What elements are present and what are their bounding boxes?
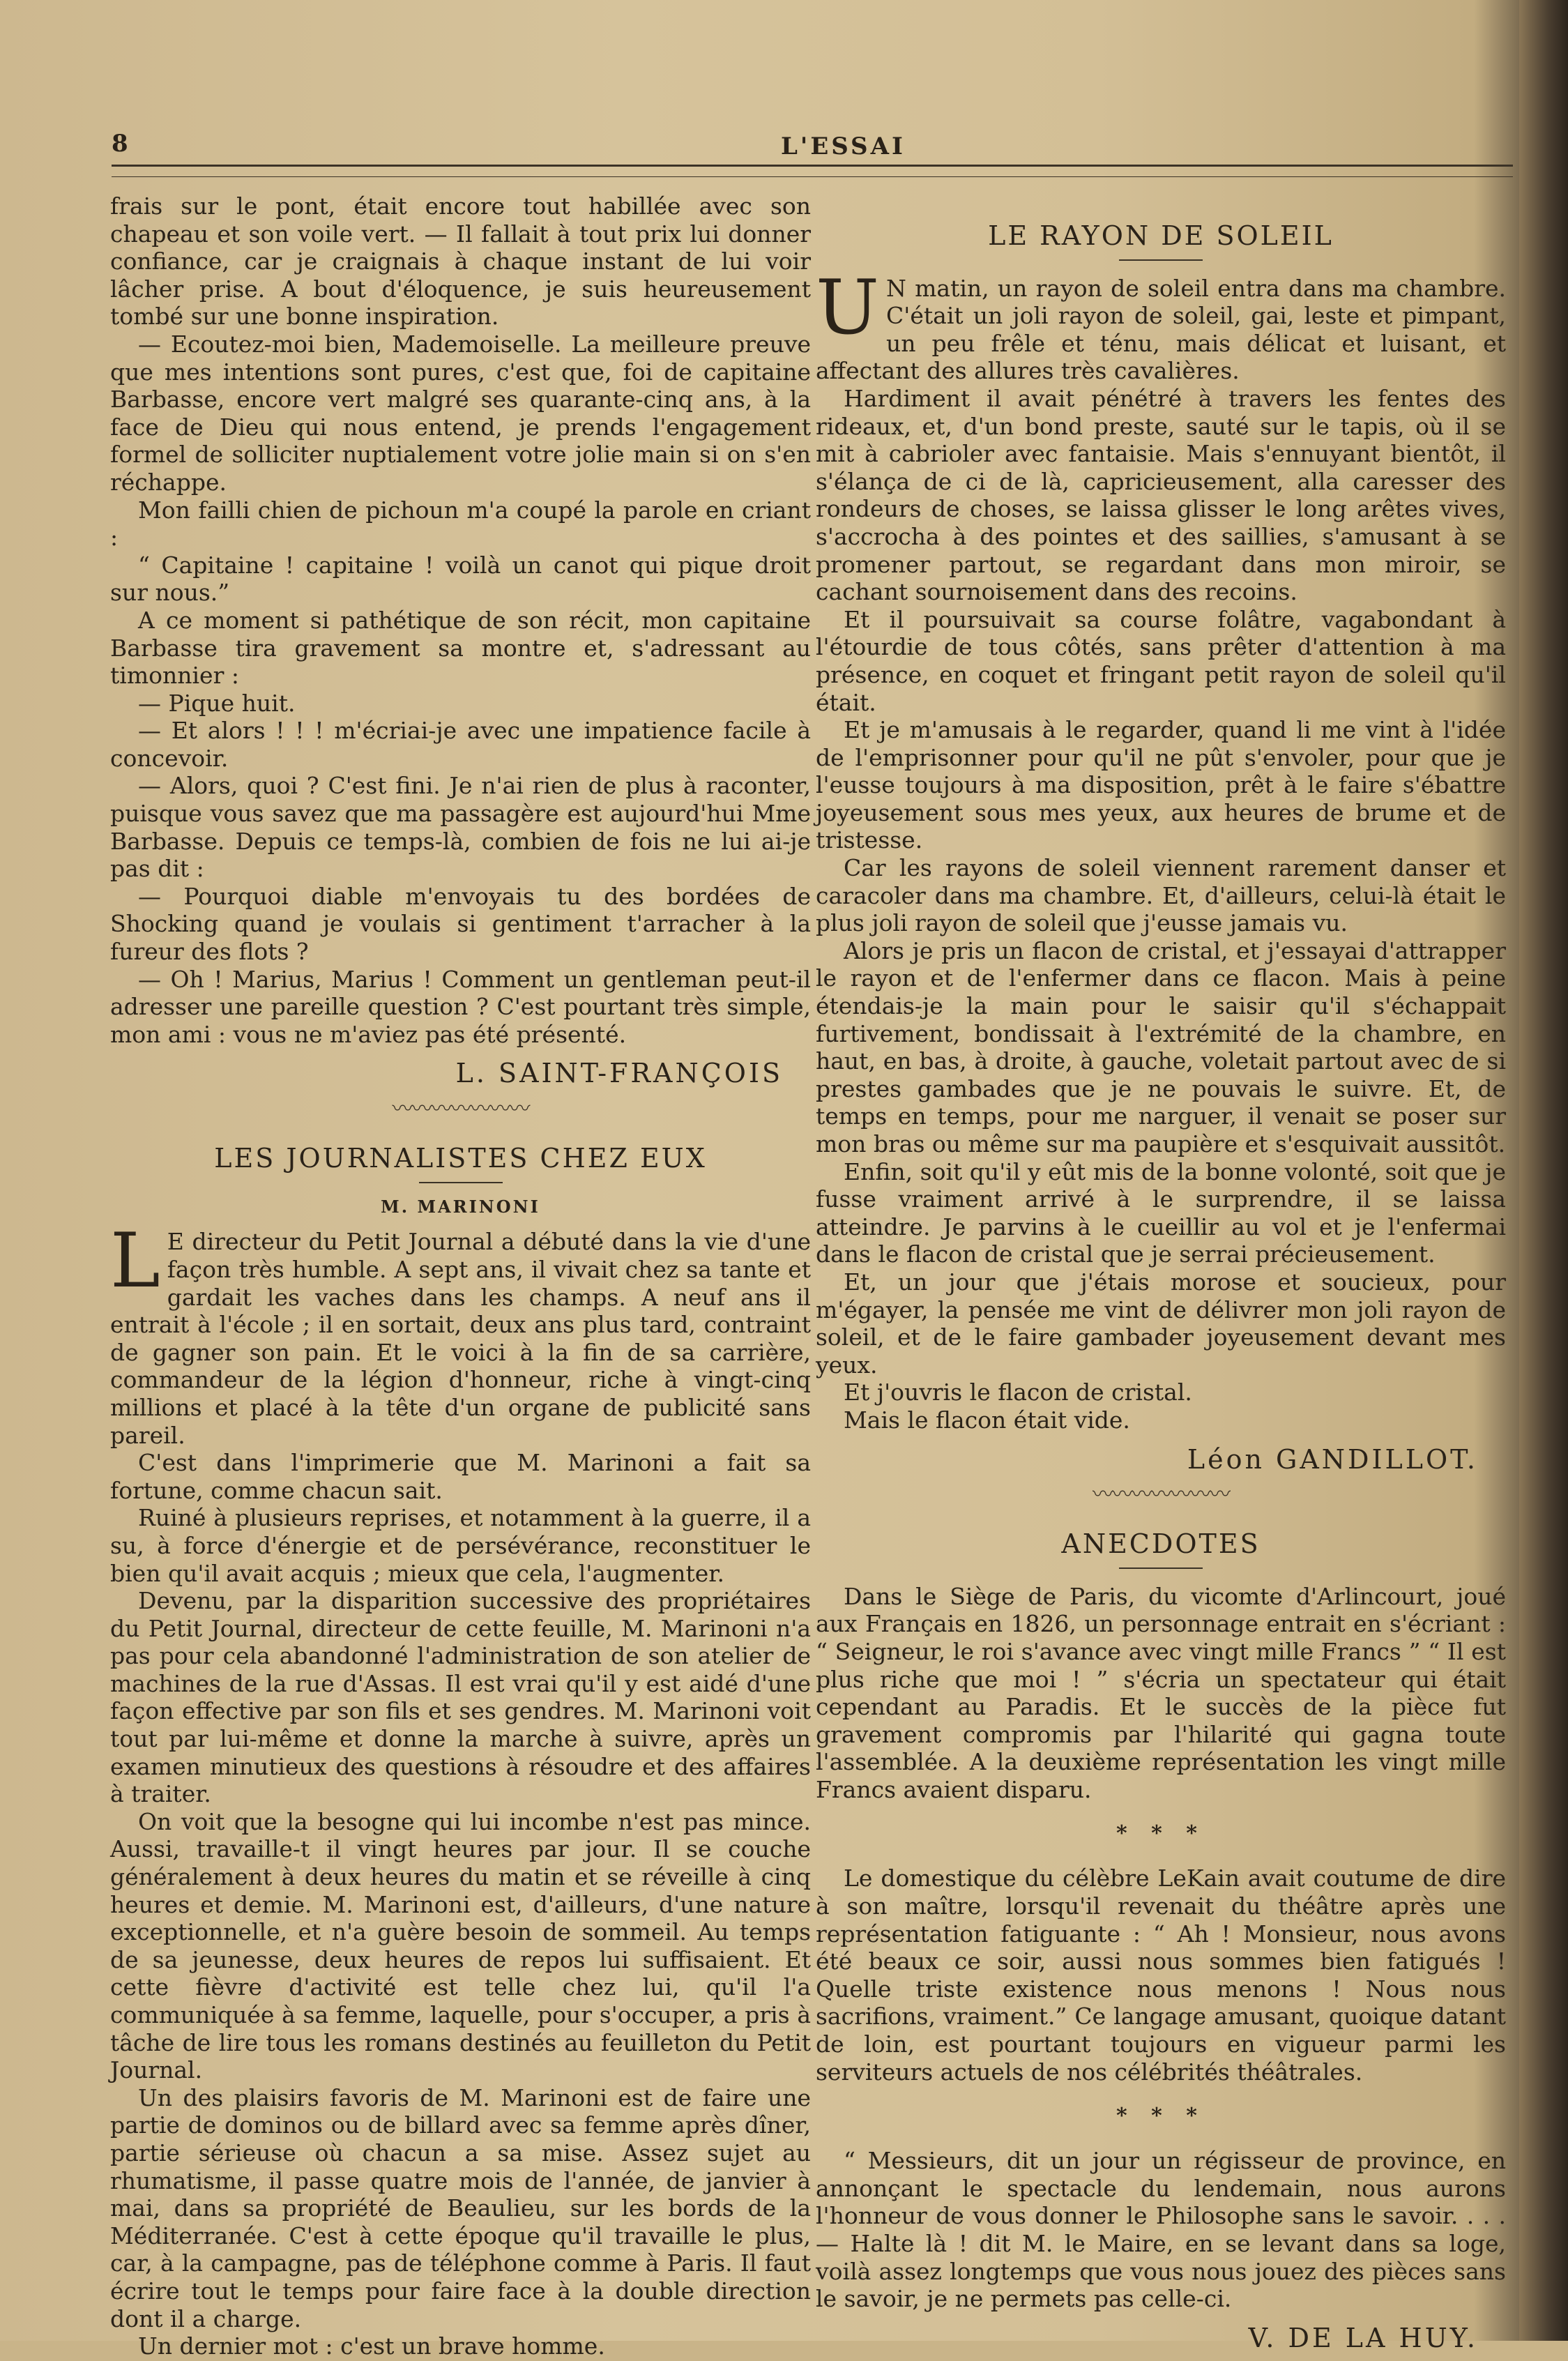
title-rule bbox=[1119, 1567, 1203, 1569]
story-paragraph: — Pique huit. bbox=[138, 689, 296, 717]
story-paragraph: — Ecoutez-moi bien, Mademoiselle. La meilleure preuve que mes intentions sont pures, c'est que, foi de capitaine Barbasse, encore vert malgré ses quarante-cinq ans, à la face de Dieu qui nous entend, je prends l'engagement formel de solliciter nuptialement votre jolie main si on s'en réchappe. bbox=[110, 330, 811, 496]
drop-cap: U bbox=[816, 264, 880, 351]
story-paragraph: “ Capitaine ! capitaine ! voilà un canot qui pique droit sur nous.” bbox=[110, 551, 811, 607]
page-number: 8 bbox=[112, 130, 128, 158]
marinoni-paragraph: Devenu, par la disparition successive des propriétaires du Petit Journal, directeur de cette feuille, M. Marinoni n'a pas pour cela abandonné l'administration de son atelier de machines de la rue d'Assas. Il est vrai qu'il y est aidé d'une façon effective par son fils et ses gendres. M. Marinoni voit tout par lui-même et donne la marche à suivre, après un examen minutieux des questions à résoudre et des affaires à traiter. bbox=[110, 1587, 811, 1808]
anecdote-paragraph: “ Messieurs, dit un jour un régisseur de province, en annonçant le spectacle du lendemain, nous aurons l'honneur de vous donner le Philosophe sans le savoir. . . . — Halte là ! dit M. le Maire, en se levant dans sa loge, voilà assez longtemps que vous nous jouez des pièces sans le savoir, je ne permets pas celle-ci. bbox=[816, 2147, 1506, 2313]
marinoni-paragraph: Ruiné à plusieurs reprises, et notamment à la guerre, il a su, à force d'énergie et de persévérance, reconstituer le bien qu'il avait acquis ; mieux que cela, l'augmenter. bbox=[110, 1504, 811, 1587]
marinoni-paragraph: Un des plaisirs favoris de M. Marinoni est de faire une partie de dominos ou de billard avec sa femme après dîner, partie sérieuse où chacun a sa mise. Assez sujet au rhumatisme, il passe quatre mois de l'année, de janvier à mai, dans sa propriété de Beaulieu, sur les bords de la Méditerranée. C'est à cette époque qu'il travaille le plus, car, à la campagne, pas de téléphone comme à Paris. Il faut écrire tout le temps pour faire face à la double direction dont il a charge. bbox=[110, 2083, 811, 2332]
section-title: LES JOURNALISTES CHEZ EUX bbox=[214, 1143, 707, 1174]
rayon-paragraph: Mais le flacon était vide. bbox=[844, 1406, 1130, 1434]
journal-title: L'ESSAI bbox=[781, 132, 906, 160]
story-paragraph: — Alors, quoi ? C'est fini. Je n'ai rien de plus à raconter, puisque vous savez que ma passagère est aujourd'hui Mme Barbasse. Depuis ce temps-là, combien de fois ne lui ai-je pas dit : bbox=[110, 772, 811, 883]
paragraph-text: N matin, un rayon de soleil entra dans ma chambre. C'était un joli rayon de soleil, gai, leste et pimpant, un peu frêle et ténu, mais délicat et luisant, et affectant des allures très cavalières. bbox=[816, 274, 1506, 385]
page-binding-shadow bbox=[1519, 0, 1568, 2341]
header-double-rule bbox=[112, 165, 1513, 177]
section-subtitle: M. MARINONI bbox=[381, 1196, 540, 1217]
rayon-first-paragraph bbox=[816, 264, 1506, 385]
story-paragraph: A ce moment si pathétique de son récit, mon capitaine Barbasse tira gravement sa montre et, s'adressant au timonnier : bbox=[110, 606, 811, 690]
story-paragraph: — Oh ! Marius, Marius ! Comment un gentleman peut-il adresser une pareille question ? C'est pourtant très simple, mon ami : vous ne m'aviez pas été présenté. bbox=[110, 965, 811, 1048]
anecdote-signature: V. DE LA HUY. bbox=[1248, 2322, 1478, 2353]
rayon-paragraph: Enfin, soit qu'il y eût mis de la bonne volonté, soit que je fusse vraiment arrivé à le surprendre, il se laissa atteindre. Je parvins à le cueillir au vol et je l'enfermai dans le flacon de cristal que je serrai précieusement. bbox=[816, 1157, 1506, 1268]
rayon-paragraph: Et j'ouvris le flacon de cristal. bbox=[844, 1379, 1192, 1406]
story-paragraph: frais sur le pont, était encore tout habillée avec son chapeau et son voile vert. — Il fallait à tout prix lui donner confiance, car je craignais à chaque instant de lui voir lâcher prise. A bout d'éloquence, je suis heureusement tombé sur une bonne inspiration. bbox=[110, 192, 811, 331]
right-column bbox=[816, 192, 1506, 2361]
rayon-paragraph: Car les rayons de soleil viennent rarement danser et caracoler dans ma chambre. Et, d'ailleurs, celui-là était le plus joli rayon de soleil que j'eusse jamais vu. bbox=[816, 854, 1506, 937]
stars-separator: * * * bbox=[1116, 2104, 1205, 2129]
wavy-divider: 〰〰〰〰〰〰〰 bbox=[1093, 1482, 1229, 1508]
title-rule bbox=[419, 1182, 503, 1183]
anecdote-paragraph: Le domestique du célèbre LeKain avait coutume de dire à son maître, lorsqu'il revenait du théâtre après une représentation fatiguante : “ Ah ! Monsieur, nous avons été beaux ce soir, aussi nous sommes bien fatigués ! Quelle triste existence nous menons ! Nous nous sacrifions, vraiment.” Ce langage amusant, quoique datant de loin, est pourtant toujours en vigueur parmi les serviteurs actuels de nos célébrités théâtrales. bbox=[816, 1865, 1506, 2086]
left-column bbox=[110, 192, 811, 2360]
marinoni-first-paragraph bbox=[110, 1217, 811, 1449]
rayon-paragraph: Et il poursuivait sa course folâtre, vagabondant à l'étourdie de tous côtés, sans prêter d'attention à ma présence, en coquet et fringant petit rayon de soleil qu'il était. bbox=[816, 605, 1506, 716]
marinoni-paragraph: On voit que la besogne qui lui incombe n'est pas mince. Aussi, travaille-t il vingt heures par jour. Il se couche généralement à deux heures du matin et se réveille à cinq heures et demie. M. Marinoni est, d'ailleurs, d'une nature exceptionnelle, et n'a guère besoin de sommeil. Au temps de sa jeunesse, deux heures de repos lui suffisaient. Et cette fièvre d'activité est telle chez lui, qu'il l'a communiquée à sa femme, laquelle, pour s'occuper, a pris à tâche de lire tous les romans destinés au feuilleton du Petit Journal. bbox=[110, 1807, 811, 2084]
title-rule bbox=[1119, 259, 1203, 261]
rayon-paragraph: Hardiment il avait pénétré à travers les fentes des rideaux, et, d'un bond preste, sauté sur le tapis, où il se mit à cabrioler avec fantaisie. Mais s'ennuyant bientôt, il s'élança de ci de là, capricieusement, alla caresser des rondeurs de choses, se laissa glisser le long arêtes vives, s'accrocha à des pointes et des saillies, s'amusant à se promener partout, se regardant dans mon miroir, se cachant sournoisement dans des recoins. bbox=[816, 384, 1506, 606]
paragraph-text: E directeur du Petit Journal a débuté dans la vie d'une façon très humble. A sept ans, il vivait chez sa tante et gardait les vaches dans les champs. A neuf ans il entrait à l'école ; il en sortait, deux ans plus tard, contraint de gagner son pain. Et le voici à la fin de sa carrière, commandeur de la légion d'honneur, riche à vingt-cinq millions et placé à la tête d'un organe de publicité sans pareil. bbox=[110, 1228, 811, 1449]
story-paragraph: — Pourquoi diable m'envoyais tu des bordées de Shocking quand je voulais si gentiment t'arracher à la fureur des flots ? bbox=[110, 882, 811, 966]
rayon-paragraph: Et, un jour que j'étais morose et soucieux, pour m'égayer, la pensée me vint de délivrer mon joli rayon de soleil, et de le faire gambader joyeusement devant mes yeux. bbox=[816, 1268, 1506, 1379]
story-paragraph: Mon failli chien de pichoun m'a coupé la parole en criant : bbox=[110, 496, 811, 552]
rayon-paragraph: Et je m'amusais à le regarder, quand li me vint à l'idée de l'emprisonner pour qu'il ne pût s'envoler, pour que je l'eusse toujours à ma disposition, prêt à le faire s'ébattre joyeusement sous mes yeux, aux heures de brume et de tristesse. bbox=[816, 716, 1506, 854]
story-signature: L. SAINT-FRANÇOIS bbox=[455, 1058, 783, 1089]
story-paragraph: — Et alors ! ! ! m'écriai-je avec une impatience facile à concevoir. bbox=[110, 717, 811, 772]
stars-separator: * * * bbox=[1116, 1821, 1205, 1846]
rayon-title: LE RAYON DE SOLEIL bbox=[988, 220, 1334, 251]
wavy-divider: 〰〰〰〰〰〰〰 bbox=[392, 1097, 529, 1121]
anecdote-paragraph: Dans le Siège de Paris, du vicomte d'Arlincourt, joué aux Français en 1826, un personnage entrait en s'écriant : “ Seigneur, le roi s'avance avec vingt mille Francs ” “ Il est plus riche que moi ! ” s'écria un spectateur qui était cependant au Paradis. Et le succès de la pièce fut gravement compromis par l'hilarité qui gagna toute l'assemblée. A la deuxième représentation les vingt mille Francs avaient disparu. bbox=[816, 1582, 1506, 1803]
rayon-paragraph: Alors je pris un flacon de cristal, et j'essayai d'attrapper le rayon et de l'enfermer dans ce flacon. Mais à peine étendais-je la main pour le saisir qu'il s'échappait furtivement, bondissait à l'extrémité de la chambre, en haut, en bas, à droite, à gauche, voletait partout avec de si prestes gambades que je ne pouvais le suivre. Et, de temps en temps, pour me narguer, il venait se poser sur mon bras ou même sur ma paupière et s'esquivait aussitôt. bbox=[816, 936, 1506, 1157]
marinoni-paragraph: C'est dans l'imprimerie que M. Marinoni a fait sa fortune, comme chacun sait. bbox=[110, 1449, 811, 1504]
anecdotes-title: ANECDOTES bbox=[1061, 1528, 1261, 1560]
drop-cap: L bbox=[110, 1217, 160, 1305]
marinoni-paragraph: Un dernier mot : c'est un brave homme. bbox=[138, 2332, 605, 2360]
rayon-signature: Léon GANDILLOT. bbox=[1187, 1443, 1478, 1475]
